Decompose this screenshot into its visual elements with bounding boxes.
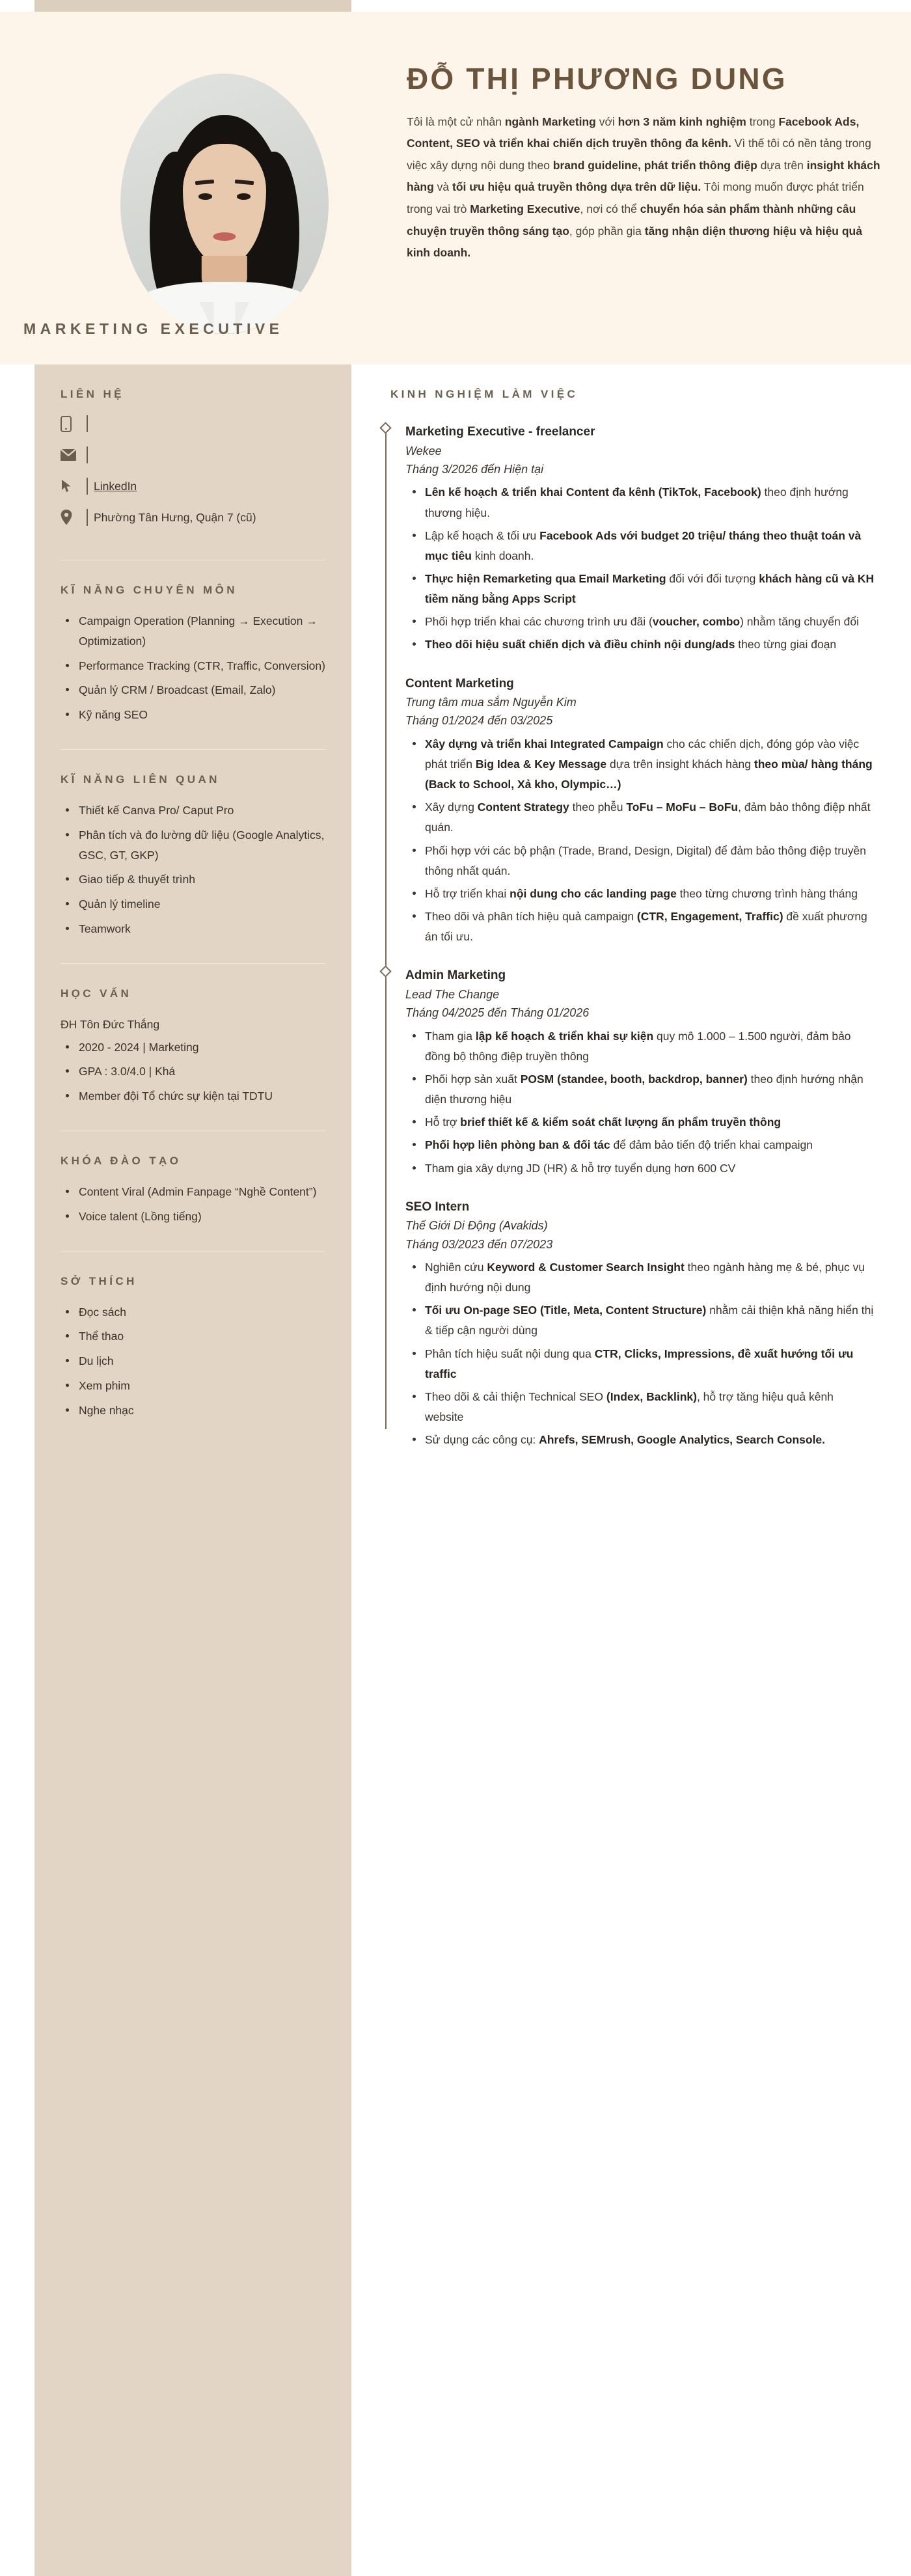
list-item: Đọc sách	[61, 1302, 325, 1322]
location-pin-icon	[61, 509, 87, 526]
job-organization: Trung tâm mua sắm Nguyễn Kim	[405, 696, 577, 709]
email-icon	[61, 446, 87, 463]
job-bullet: Phối hợp với các bộ phận (Trade, Brand, Design, Digital) để đảm bảo thông điệp truyền thông nhất quán.	[408, 841, 875, 881]
job-bullet-list	[408, 734, 875, 947]
photo-eye-left	[198, 193, 212, 200]
job-bullet-list	[408, 1026, 875, 1179]
job-bullet: Hỗ trợ brief thiết kế & kiểm soát chất lượng ấn phẩm truyền thông	[408, 1112, 875, 1132]
list-item: Giao tiếp & thuyết trình	[61, 870, 325, 890]
photo-lips	[213, 232, 236, 241]
job-bullet: Phối hợp sản xuất POSM (standee, booth, backdrop, banner) theo định hướng nhận diện thương hiệu	[408, 1069, 875, 1110]
contact-row-address	[61, 509, 325, 526]
list-item: Content Viral (Admin Fanpage “Nghề Content”)	[61, 1182, 325, 1202]
top-accent-strip	[34, 0, 351, 12]
contact-divider-bar	[87, 446, 88, 463]
cv-header	[0, 12, 911, 364]
job-bullet: Hỗ trợ triển khai nội dung cho các landing page theo từng chương trình hàng tháng	[408, 884, 875, 904]
section-title-training: KHÓA ĐÀO TẠO	[61, 1154, 182, 1167]
list-item: 2020 - 2024 | Marketing	[61, 1037, 325, 1058]
job-bullet: Theo dõi & cải thiện Technical SEO (Index, Backlink), hỗ trợ tăng hiệu quả kênh website	[408, 1387, 875, 1427]
training-list	[61, 1182, 325, 1227]
list-item: GPA : 3.0/4.0 | Khá	[61, 1062, 325, 1082]
job-title: Content Marketing	[405, 676, 514, 691]
list-item: Thiết kế Canva Pro/ Caput Pro	[61, 801, 325, 821]
job-bullet: Xây dựng Content Strategy theo phễu ToFu – MoFu – BoFu, đảm bảo thông điệp nhất quán.	[408, 797, 875, 838]
contact-divider-bar	[87, 478, 88, 495]
list-item: Campaign Operation (Planning → Execution → Optimization)	[61, 611, 325, 651]
job-entry	[405, 423, 875, 655]
timeline-line	[385, 428, 387, 1429]
job-bullet: Theo dõi và phân tích hiệu quả campaign (CTR, Engagement, Traffic) đề xuất phương án tối ưu.	[408, 907, 875, 947]
contact-row-phone	[61, 415, 325, 432]
job-bullet: Lập kế hoạch & tối ưu Facebook Ads với budget 20 triệu/ tháng theo thuật toán và mục tiêu kinh doanh.	[408, 526, 875, 566]
job-entry	[405, 966, 875, 1178]
list-item: Thể thao	[61, 1326, 325, 1347]
list-item: Performance Tracking (CTR, Traffic, Conversion)	[61, 656, 325, 676]
cursor-icon	[61, 478, 87, 495]
list-item: Phân tích và đo lường dữ liệu (Google Analytics, GSC, GT, GKP)	[61, 825, 325, 866]
job-title: SEO Intern	[405, 1199, 470, 1214]
list-item: Nghe nhạc	[61, 1401, 325, 1421]
job-list	[405, 423, 875, 1450]
role-title: MARKETING EXECUTIVE	[23, 320, 284, 337]
job-dates: Tháng 04/2025 đến Tháng 01/2026	[405, 1006, 590, 1020]
job-bullet: Sử dụng các công cụ: Ahrefs, SEMrush, Google Analytics, Search Console.	[408, 1430, 875, 1450]
sidebar-section-hobbies	[61, 1252, 325, 1445]
job-bullet: Phân tích hiệu suất nội dung qua CTR, Clicks, Impressions, đề xuất hướng tối ưu traffic	[408, 1344, 875, 1384]
job-bullet: Lên kế hoạch & triển khai Content đa kênh (TikTok, Facebook) theo định hướng thương hiệu.	[408, 482, 875, 523]
list-item: Xem phim	[61, 1376, 325, 1396]
list-item: Voice talent (Lồng tiếng)	[61, 1207, 325, 1227]
profile-photo	[120, 74, 329, 334]
job-dates: Tháng 3/2026 đến Hiện tại	[405, 462, 544, 476]
section-title-hobbies: SỞ THÍCH	[61, 1274, 137, 1287]
avatar	[120, 74, 329, 334]
header-text-block	[407, 12, 885, 264]
job-entry	[405, 675, 875, 948]
education-list	[61, 1037, 325, 1106]
experience-column	[374, 364, 875, 1470]
sidebar	[34, 364, 351, 2576]
job-bullet: Tối ưu On-page SEO (Title, Meta, Content Structure) nhằm cải thiện khả năng hiển thị & tiếp cận người dùng	[408, 1300, 875, 1341]
job-bullet: Phối hợp triển khai các chương trình ưu đãi (voucher, combo) nhằm tăng chuyển đổi	[408, 612, 875, 632]
core-skills-list	[61, 611, 325, 725]
job-title: Marketing Executive - freelancer	[405, 425, 595, 439]
sidebar-section-core-skills	[61, 560, 325, 749]
hobbies-list	[61, 1302, 325, 1421]
contact-value-linkedin[interactable]: LinkedIn	[94, 480, 137, 493]
related-skills-list	[61, 801, 325, 939]
sidebar-section-education	[61, 964, 325, 1130]
job-title: Admin Marketing	[405, 968, 506, 983]
sidebar-section-training	[61, 1131, 325, 1251]
contact-divider-bar	[87, 415, 88, 432]
job-entry	[405, 1198, 875, 1451]
job-dates: Tháng 03/2023 đến 07/2023	[405, 1237, 553, 1251]
job-organization: Thế Giới Di Động (Avakids)	[405, 1219, 548, 1233]
job-bullet: Tham gia xây dựng JD (HR) & hỗ trợ tuyển dụng hơn 600 CV	[408, 1158, 875, 1179]
timeline-marker	[379, 422, 391, 433]
contact-divider-bar	[87, 509, 88, 526]
section-title-experience: KINH NGHIỆM LÀM VIỆC	[390, 388, 578, 400]
job-bullet: Theo dõi hiệu suất chiến dịch và điều chỉnh nội dung/ads theo từng giai đoạn	[408, 635, 875, 655]
sidebar-section-contact	[61, 364, 325, 560]
page-title: ĐỖ THỊ PHƯƠNG DUNG	[407, 62, 787, 96]
list-item: Quản lý timeline	[61, 894, 325, 914]
job-dates: Tháng 01/2024 đến 03/2025	[405, 714, 553, 728]
sidebar-section-related-skills	[61, 750, 325, 963]
section-title-core-skills: KĨ NĂNG CHUYÊN MÔN	[61, 584, 238, 596]
contact-row-linkedin[interactable]	[61, 478, 325, 495]
list-item: Kỹ năng SEO	[61, 705, 325, 725]
phone-icon	[61, 415, 87, 432]
contact-row-email	[61, 446, 325, 463]
job-bullet: Nghiên cứu Keyword & Customer Search Insight theo ngành hàng mẹ & bé, phục vụ định hướng nội dung	[408, 1257, 875, 1298]
contact-value-address: Phường Tân Hưng, Quận 7 (cũ)	[94, 511, 256, 524]
job-bullet: Thực hiện Remarketing qua Email Marketing đối với đối tượng khách hàng cũ và KH tiềm năng bằng Apps Script	[408, 569, 875, 609]
list-item: Du lịch	[61, 1351, 325, 1371]
section-title-related-skills: KĨ NĂNG LIÊN QUAN	[61, 773, 220, 786]
job-organization: Wekee	[405, 444, 442, 458]
profile-summary: Tôi là một cử nhân ngành Marketing với hơn 3 năm kinh nghiệm trong Facebook Ads, Content, SEO và triển khai chiến dịch truyền thông đa kênh. Vì thế tôi có nền tảng trong việc xây dựng nội dung theo brand guideline, phát triển thông điệp dựa trên insight khách hàng và tối ưu hiệu quả truyền thông dựa trên dữ liệu. Tôi mong muốn được phát triển trong vai trò Marketing Executive, nơi có thể chuyển hóa sản phẩm thành những câu chuyện truyền thông sáng tạo, góp phần gia tăng nhận diện thương hiệu và hiệu quả kinh doanh.	[407, 115, 880, 260]
section-title-education: HỌC VẤN	[61, 987, 132, 1000]
job-bullet: Tham gia lập kế hoạch & triển khai sự kiện quy mô 1.000 – 1.500 người, đảm bảo đồng bộ thông điệp truyền thông	[408, 1026, 875, 1067]
job-bullet-list	[408, 1257, 875, 1450]
experience-timeline	[374, 423, 875, 1450]
timeline-marker	[379, 966, 391, 978]
photo-eye-right	[237, 193, 251, 200]
education-school: ĐH Tôn Đức Thắng	[61, 1017, 160, 1031]
job-organization: Lead The Change	[405, 987, 500, 1001]
job-bullet-list	[408, 482, 875, 655]
list-item: Quản lý CRM / Broadcast (Email, Zalo)	[61, 680, 325, 700]
list-item: Member đội Tổ chức sự kiện tại TDTU	[61, 1086, 325, 1106]
list-item: Teamwork	[61, 919, 325, 939]
section-title-contact: LIÊN HỆ	[61, 388, 124, 400]
job-bullet: Phối hợp liên phòng ban & đối tác để đảm bảo tiến độ triển khai campaign	[408, 1135, 875, 1155]
job-bullet: Xây dựng và triển khai Integrated Campaign cho các chiến dịch, đóng góp vào việc phát triển Big Idea & Key Message dựa trên insight khách hàng theo mùa/ hàng tháng (Back to School, Xả kho, Olympic…)	[408, 734, 875, 795]
